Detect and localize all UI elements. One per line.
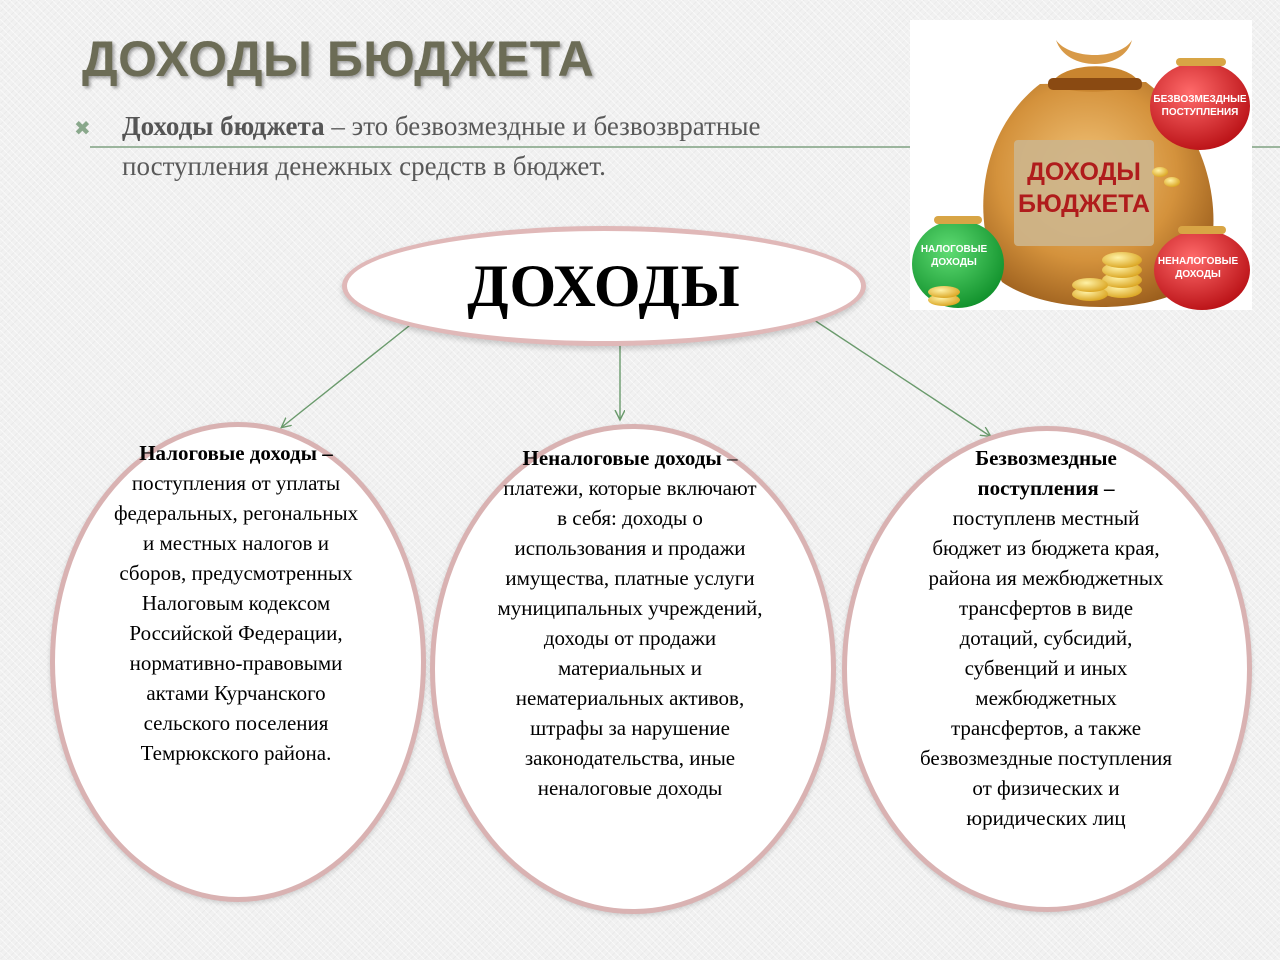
svg-text:ДОХОДЫ: ДОХОДЫ (931, 257, 977, 268)
tax-income-description: поступления от уплаты федеральных, регональных и местных налогов и сборов, предусмотренных Налоговым кодексом Российской Федерации, нормативно-правовыми актами Курчанского сельского поселения Темрюкского района. (113, 471, 359, 765)
definition-term: Доходы бюджета (122, 111, 325, 141)
svg-text:НЕНАЛОГОВЫЕ: НЕНАЛОГОВЫЕ (1157, 256, 1239, 267)
gratuitous-receipts-text (918, 443, 1174, 833)
center-income-oval (342, 226, 866, 346)
slide-title: ДОХОДЫ БЮДЖЕТА (82, 31, 595, 87)
svg-text:НАЛОГОВЫЕ: НАЛОГОВЫЕ (920, 244, 988, 255)
definition-body: – это безвозмездные и безвозвратные поступления денежных средств в бюджет. (122, 111, 761, 181)
svg-text:БЮДЖЕТА: БЮДЖЕТА (1018, 190, 1150, 218)
bullet-x-icon: ✖ (74, 116, 91, 140)
center-label: ДОХОДЫ (467, 252, 741, 319)
connector-left-arrow (282, 322, 414, 427)
gratuitous-receipts-term: Безвозмездные поступления – (975, 446, 1117, 500)
tax-income-term: Налоговые доходы – (139, 441, 333, 465)
svg-text:ДОХОДЫ: ДОХОДЫ (1175, 269, 1221, 280)
tax-income-text (108, 438, 364, 768)
non-tax-income-description: – платежи, которые включают в себя: доходы о использования и продажи имущества, платные услуги муниципальных учреждений, доходы от продажи материальных и нематериальных активов, штрафы за нарушение законодательства, иные неналоговые доходы (497, 446, 763, 800)
gratuitous-receipts-description: поступленв местный бюджет из бюджета края, района ия межбюджетных трансфертов в виде дотаций, субсидий, субвенций и иных межбюджетных трансфертов, а также безвозмездные поступления от физических и юридических лиц (919, 506, 1173, 830)
svg-text:ПОСТУПЛЕНИЯ: ПОСТУПЛЕНИЯ (1161, 107, 1239, 118)
svg-text:ДОХОДЫ: ДОХОДЫ (1027, 158, 1141, 186)
non-tax-income-text (496, 443, 764, 803)
svg-text:БЕЗВОЗМЕЗДНЫЕ: БЕЗВОЗМЕЗДНЫЕ (1153, 94, 1247, 105)
non-tax-income-term: Неналоговые доходы (522, 446, 722, 470)
connector-right-arrow (808, 316, 990, 436)
